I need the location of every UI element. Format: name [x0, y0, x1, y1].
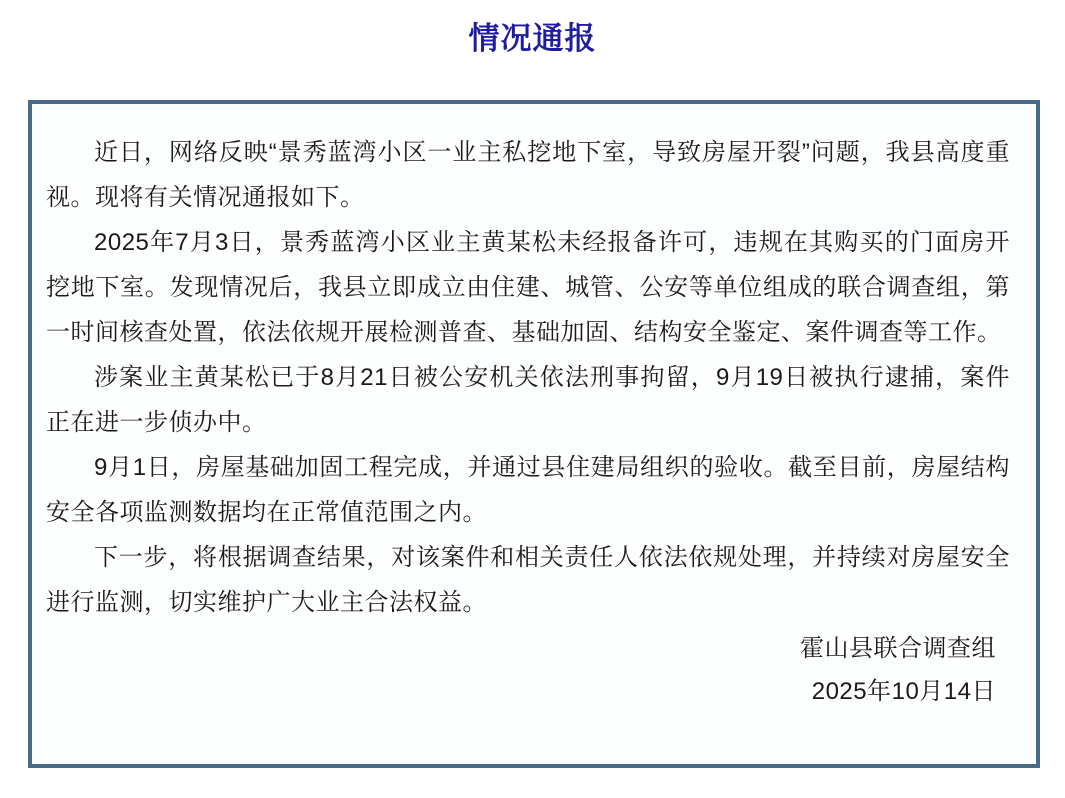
notice-paragraph: 下一步，将根据调查结果，对该案件和相关责任人依法依规处理，并持续对房屋安全进行监测，切实维护广大业主合法权益。 — [46, 544, 1010, 616]
notice-paragraph: 涉案业主黄某松已于8月21日被公安机关依法刑事拘留，9月19日被执行逮捕，案件正在进一步侦办中。 — [46, 364, 1010, 436]
notice-paragraph: 2025年7月3日，景秀蓝湾小区业主黄某松未经报备许可，违规在其购买的门面房开挖地下室。发现情况后，我县立即成立由住建、城管、公安等单位组成的联合调查组，第一时间核查处置，依法依规开展检测普查、基础加固、结构安全鉴定、案件调查等工作。 — [46, 229, 1010, 346]
signature-block — [46, 627, 1010, 713]
notice-box — [28, 100, 1040, 768]
notice-paragraph: 近日，网络反映“景秀蓝湾小区一业主私挖地下室，导致房屋开裂”问题，我县高度重视。现将有关情况通报如下。 — [46, 139, 1010, 211]
signature-org: 霍山县联合调查组 — [800, 635, 996, 662]
notice-title: 情况通报 — [468, 21, 597, 56]
notice-body — [46, 130, 1010, 625]
signature-date: 2025年10月14日 — [811, 678, 996, 705]
notice-paragraph: 9月1日，房屋基础加固工程完成，并通过县住建局组织的验收。截至目前，房屋结构安全各项监测数据均在正常值范围之内。 — [46, 454, 1010, 526]
